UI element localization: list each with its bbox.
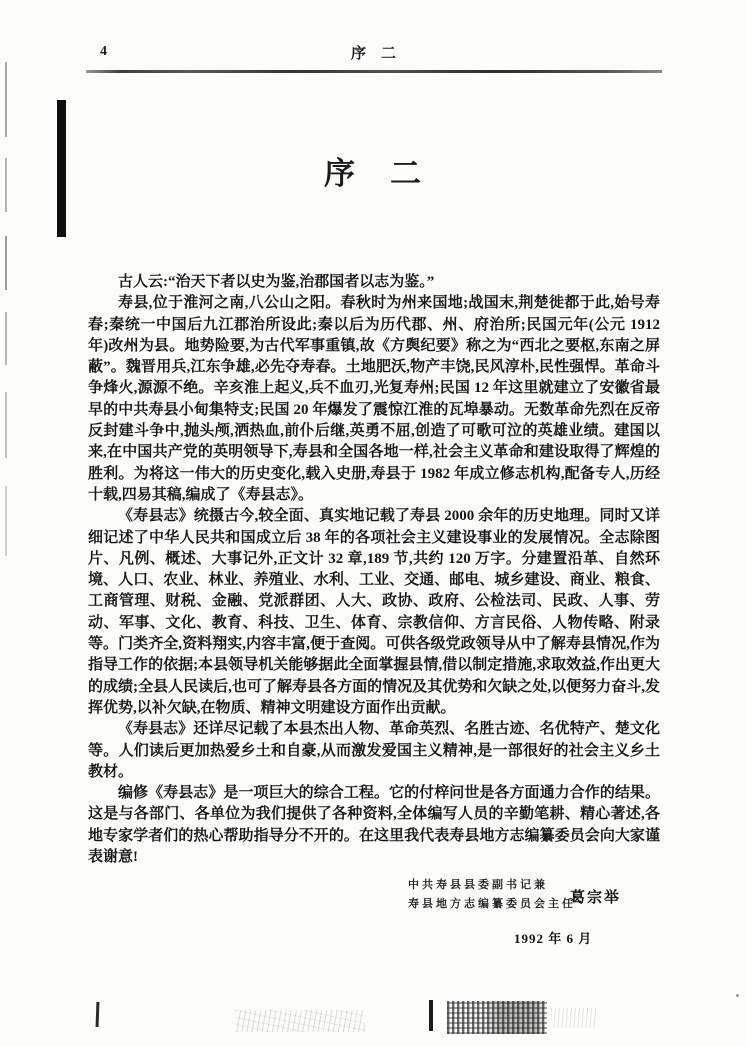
signer-role-line-1: 中共寿县县委副书记兼 bbox=[408, 879, 548, 891]
running-header-title: 序 二 bbox=[350, 46, 396, 62]
scan-edge-line-segment bbox=[5, 392, 7, 458]
scan-noise-blotch bbox=[447, 1001, 547, 1034]
paragraph-3: 《寿县志》统摄古今,较全面、真实地记载了寿县 2000 余年的历史地理。同时又详细记述了中华人民共和国成立后 38 年的各项社会主义建设事业的发展情况。全志除图片、凡例、概述、大事记外,正文计 32 章,189 节,共约 120 万字。分建置沿革、自然环境、人口、农业、林业、养殖业、水利、工业、交通、邮电、城乡建设、商业、粮食、工商管理、财税、金融、党派群团、人大、政协、政府、公检法司、民政、人事、劳动、军事、文化、教育、科技、卫生、体育、宗教信仰、方言民俗、人物传略、附录等。门类齐全,资料翔实,内容丰富,便于查阅。可供各级党政领导从中了解寿县情况,作为指导工作的依据;本县领导机关能够据此全面掌握县情,借以制定措施,求取效益,作出更大的成绩;全县人民读后,也可了解寿县各方面的情况及其优势和欠缺之处,以便努力奋斗,发挥优势,以补欠缺,在物质、精神文明建设方面作出贡献。 bbox=[88, 508, 660, 716]
scan-noise-smudge bbox=[235, 1010, 365, 1032]
scan-noise-tick bbox=[96, 1002, 100, 1027]
paragraph-5: 编修《寿县志》是一项巨大的综合工程。它的付梓问世是各方面通力合作的结果。这是与各部门、各单位为我们提供了各种资料,全体编写人员的辛勤笔耕、精心著述,各地专家学者们的热心帮助指导分不开的。在这里我代表寿县地方志编纂委员会向大家谨表谢意! bbox=[88, 785, 660, 866]
scan-edge-line-segment bbox=[5, 236, 7, 290]
scan-noise-tail bbox=[551, 1008, 597, 1028]
page-number: 4 bbox=[100, 44, 107, 59]
scan-edge-line-segment bbox=[5, 312, 7, 365]
scan-edge-line-segment bbox=[5, 486, 7, 556]
header-rule bbox=[86, 70, 662, 73]
paragraph-1: 古人云:“治天下者以史为鉴,治郡国者以志为鉴。” bbox=[118, 274, 435, 290]
signature-date: 1992 年 6 月 bbox=[514, 931, 593, 946]
signer-name: 葛宗举 bbox=[570, 890, 622, 906]
signature-block bbox=[408, 876, 688, 956]
page-title: 序 二 bbox=[324, 156, 423, 191]
scan-noise-dot bbox=[736, 994, 739, 997]
paragraph-2: 寿县,位于淮河之南,八公山之阳。春秋时为州来国地;战国末,荆楚徙都于此,始号寿春;秦统一中国后九江郡治所设此;秦以后为历代郡、州、府治所;民国元年(公元 1912 年)改州为县。地势险要,为古代军事重镇,故《方舆纪要》称之为“西北之要枢,东南之屏蔽”。魏晋用兵,江东争雄,必先夺寿春。土地肥沃,物产丰饶,民风淳朴,民性强悍。革命斗争烽火,源源不绝。辛亥淮上起义,兵不血刃,光复寿州;民国 12 年这里就建立了安徽省最早的中共寿县小甸集特支;民国 20 年爆发了震惊江淮的瓦埠暴动。无数革命先烈在反帝反封建斗争中,抛头颅,洒热血,前仆后继,英勇不屈,创造了可歌可泣的英雄业绩。建国以来,在中国共产党的英明领导下,寿县和全国各地一样,社会主义革命和建设取得了辉煌的胜利。为将这一伟大的历史变化,载入史册,寿县于 1982 年成立修志机构,配备专人,历经十载,四易其稿,编成了《寿县志》。 bbox=[88, 295, 660, 503]
scan-edge-line-segment bbox=[5, 62, 7, 137]
scan-noise-bar bbox=[429, 1000, 433, 1031]
paragraph-4: 《寿县志》还详尽记载了本县杰出人物、革命英烈、名胜古迹、名优特产、楚文化等。人们读后更加热爱乡土和自豪,从而激发爱国主义精神,是一部很好的社会主义乡土教材。 bbox=[88, 721, 660, 780]
body-text bbox=[88, 272, 660, 868]
signer-role-line-2: 寿县地方志编纂委员会主任 bbox=[408, 898, 576, 910]
